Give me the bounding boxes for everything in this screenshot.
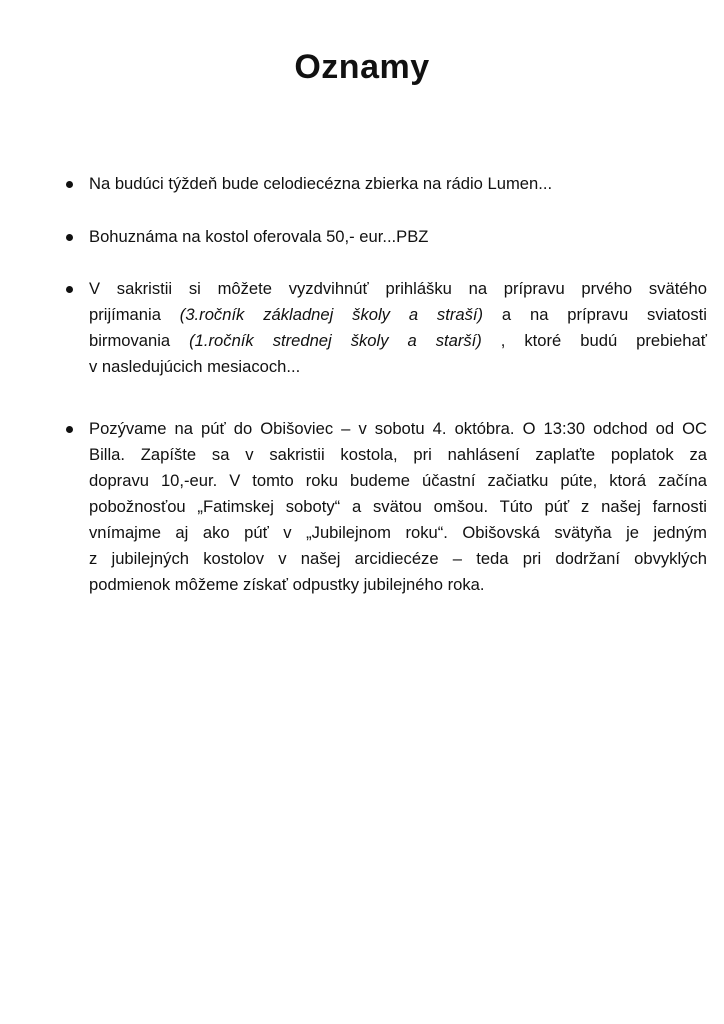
bullet-icon (66, 181, 73, 188)
bullet-icon (66, 286, 73, 293)
announcement-text (89, 279, 707, 299)
announcement-text (89, 331, 707, 351)
italic-note: (3.ročník základnej školy a straší) (179, 305, 484, 324)
bullet-icon (66, 426, 73, 433)
announcement-text: vnímajme aj ako púť v „Jubilejnom roku“. Obišovská svätyňa je jedným (89, 523, 707, 542)
announcement-text: z jubilejných kostolov v našej arcidiecéze – teda pri dodržaní obvyklých (89, 549, 707, 568)
page-title: Oznamy (294, 48, 430, 86)
text-segment: V sakristii si môžete vyzdvihnúť prihlášku na prípravu prvého svätého (89, 279, 707, 298)
text-segment: , ktoré budú prebiehať (500, 331, 707, 350)
text-segment: birmovania (89, 331, 171, 350)
italic-note: (1.ročník strednej školy a starší) (189, 331, 482, 350)
announcement-text (89, 305, 707, 325)
announcement-text: Billa. Zapíšte sa v sakristii kostola, pri nahlásení zaplaťte poplatok za (89, 445, 707, 464)
announcement-text: podmienok môžeme získať odpustky jubilejného roka. (89, 575, 485, 594)
text-segment: prijímania (89, 305, 161, 324)
bullet-icon (66, 234, 73, 241)
announcement-text: Bohuznáma na kostol oferovala 50,- eur...PBZ (89, 227, 429, 246)
announcement-text: v nasledujúcich mesiacoch... (89, 357, 301, 376)
announcement-text: Pozývame na púť do Obišoviec – v sobotu 4. októbra. O 13:30 odchod od OC (89, 419, 707, 438)
announcement-text: pobožnosťou „Fatimskej soboty“ a svätou omšou. Túto púť z našej farnosti (89, 497, 707, 516)
announcement-text: dopravu 10,-eur. V tomto roku budeme účastní začiatku púte, ktorá začína (89, 471, 707, 490)
text-segment: a na prípravu sviatosti (501, 305, 707, 324)
announcement-text: Na budúci týždeň bude celodiecézna zbierka na rádio Lumen... (89, 174, 553, 193)
